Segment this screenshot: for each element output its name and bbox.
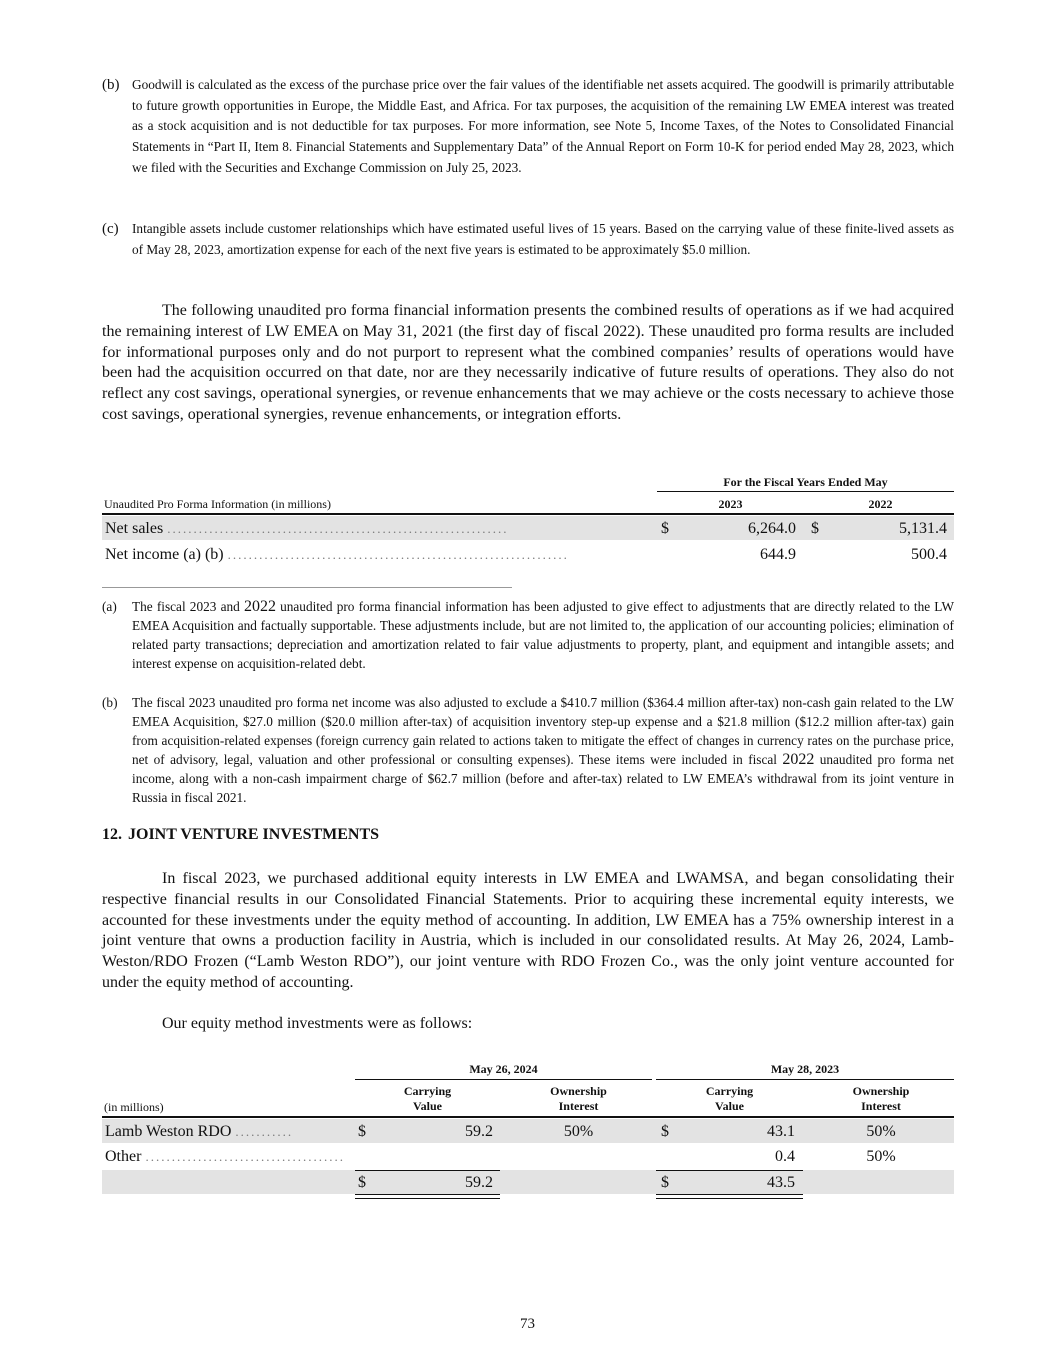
date-2024-header: May 26, 2024 <box>469 1062 538 1076</box>
total-carrying-2023: 43.5 <box>767 1174 795 1191</box>
col-2023-header: 2023 <box>718 497 743 511</box>
fiscal-years-header: For the Fiscal Years Ended May <box>723 475 888 489</box>
page-number: 73 <box>520 1316 535 1332</box>
table-row-label: Other ...................................... <box>105 1148 345 1165</box>
header-rule <box>657 491 954 492</box>
net-income-2023: 644.9 <box>760 546 796 563</box>
footnote-label: (b) <box>102 77 120 93</box>
carrying-value-2023: 43.1 <box>767 1123 795 1140</box>
table-row-label: Net sales ................................................................. <box>105 520 509 537</box>
table-rule <box>102 513 954 515</box>
table-row-label: Lamb Weston RDO ........... <box>105 1123 294 1140</box>
table-row-label: Net income (a) (b) ................................................................. <box>105 546 569 563</box>
footnote-text: The fiscal 2023 unaudited pro forma net income was also adjusted to exclude a $410.7 million ($364.4 million after-tax) non-cash gain related to the LW EMEA Acquisition, $27.0 million ($20.0 million after-tax) of acquisition inventory step-up expense and a $21.8 million ($12.2 million after-tax) gain from acquisition-related expenses (foreign currency gain related to actions taken to mitigate the effect of changes in currency rates on the purchase price, net of advisory, legal, valuation and other professional or consulting expenses). These items were included in fiscal 2022 unaudited pro forma net income, along with a non-cash impairment charge of $62.7 million (before and after-tax) related to LW EMEA’s withdrawal from its joint venture in Russia in fiscal 2021. <box>132 695 954 805</box>
footnote-text: The fiscal 2023 and 2022 unaudited pro forma financial information has been adjusted to give effect to adjustments that are directly related to the LW EMEA Acquisition and factually supportable. These adjustments include, but are not limited to, the application of our accounting policies; elimination of related party transactions; depreciation and amortization related to fair value adjustments to property, plant, and equipment and intangible assets; and interest expense on acquisition-related debt. <box>132 598 954 671</box>
carrying-value-header: Carrying Value <box>403 1084 452 1113</box>
row-header: Unaudited Pro Forma Information (in millions) <box>104 497 331 511</box>
equity-intro: Our equity method investments were as follows: <box>162 1015 473 1032</box>
currency-symbol: $ <box>811 520 819 537</box>
total-row-shading <box>102 1170 954 1194</box>
footnote-b-net-income <box>102 693 954 807</box>
net-sales-2023: 6,264.0 <box>748 520 796 537</box>
ownership-interest-header: Ownership Interest <box>550 1084 607 1113</box>
currency-symbol: $ <box>661 1174 669 1191</box>
footnote-a-adjustments <box>102 597 954 673</box>
footnote-text: Goodwill is calculated as the excess of the purchase price over the fair values of the identifiable net assets acquired. The goodwill is primarily attributable to future growth opportunities in Europe, the Middle East, and Africa. For tax purposes, the acquisition of the remaining LW EMEA interest was treated as a stock acquisition and is not deductible for tax purposes. For more information, see Note 5, Income Taxes, of the Notes to Consolidated Financial Statements in “Part II, Item 8. Financial Statements and Supplementary Data” of the Annual Report on Form 10-K for period ended May 28, 2023, which we filed with the Securities and Exchange Commission on July 25, 2023. <box>132 77 954 175</box>
header-rule <box>656 1079 954 1080</box>
footnote-text: Intangible assets include customer relationships which have estimated useful lives of 15 years. Based on the carrying value of these finite-lived assets as of May 28, 2023, amortization expense for each of the next five years is estimated to be approximately $5.0 million. <box>132 221 954 257</box>
ownership-2023: 50% <box>866 1148 896 1165</box>
total-rule <box>656 1170 803 1171</box>
double-underline <box>656 1194 803 1199</box>
section-heading: 12. JOINT VENTURE INVESTMENTS <box>102 826 380 843</box>
pro-forma-paragraph: The following unaudited pro forma financial information presents the combined results of operations as if we had acquired the remaining interest of LW EMEA on May 31, 2021 (the first day of fiscal 2022). These unaudited pro forma results are included for informational purposes only and do not purport to represent what the combined companies’ results of operations would have been had the acquisition occurred on that date, nor are they necessarily indicative of future results of operations. They also do not reflect any cost savings, operational synergies, or revenue enhancements that we may achieve or the costs necessary to achieve those cost savings, operational synergies, revenue enhancements, or integration efforts. <box>102 302 954 423</box>
footnote-separator <box>102 587 512 588</box>
footnote-label: (b) <box>102 695 118 710</box>
total-rule <box>355 1170 500 1171</box>
footnote-b-goodwill <box>102 75 954 179</box>
footnote-label: (c) <box>102 221 119 237</box>
footnote-c-intangibles <box>102 219 954 260</box>
carrying-value-2024: 59.2 <box>465 1123 493 1140</box>
ownership-interest-header: Ownership Interest <box>852 1084 910 1113</box>
row-header: (in millions) <box>104 1100 164 1114</box>
carrying-value-2023: 0.4 <box>775 1148 795 1165</box>
col-2022-header: 2022 <box>868 497 893 511</box>
joint-venture-paragraph: In fiscal 2023, we purchased additional equity interests in LW EMEA and LWAMSA, and began consolidating their respective financial results in our Consolidated Financial Statements. Prior to acquiring these incremental equity interests, we accounted for these investments under the equity method of accounting. In addition, LW EMEA has a 75% ownership interest in a joint venture that owns a production facility in Austria, which is included in our consolidated results. At May 26, 2024, Lamb-Weston/RDO Frozen (“Lamb Weston RDO”), our joint venture with RDO Frozen Co., was the only joint venture accounted for under the equity method of accounting. <box>102 870 954 991</box>
currency-symbol: $ <box>358 1174 366 1191</box>
currency-symbol: $ <box>661 520 669 537</box>
carrying-value-header: Carrying Value <box>705 1084 754 1113</box>
net-sales-2022: 5,131.4 <box>899 520 947 537</box>
currency-symbol: $ <box>358 1123 366 1140</box>
double-underline <box>355 1194 500 1199</box>
net-income-2022: 500.4 <box>911 546 947 563</box>
footnote-label: (a) <box>102 599 117 614</box>
date-2023-header: May 28, 2023 <box>770 1062 840 1076</box>
ownership-2023: 50% <box>866 1123 896 1140</box>
total-carrying-2024: 59.2 <box>465 1174 493 1191</box>
header-rule <box>355 1079 652 1080</box>
table-rule <box>102 1116 954 1118</box>
ownership-2024: 50% <box>563 1123 594 1140</box>
currency-symbol: $ <box>661 1123 669 1140</box>
